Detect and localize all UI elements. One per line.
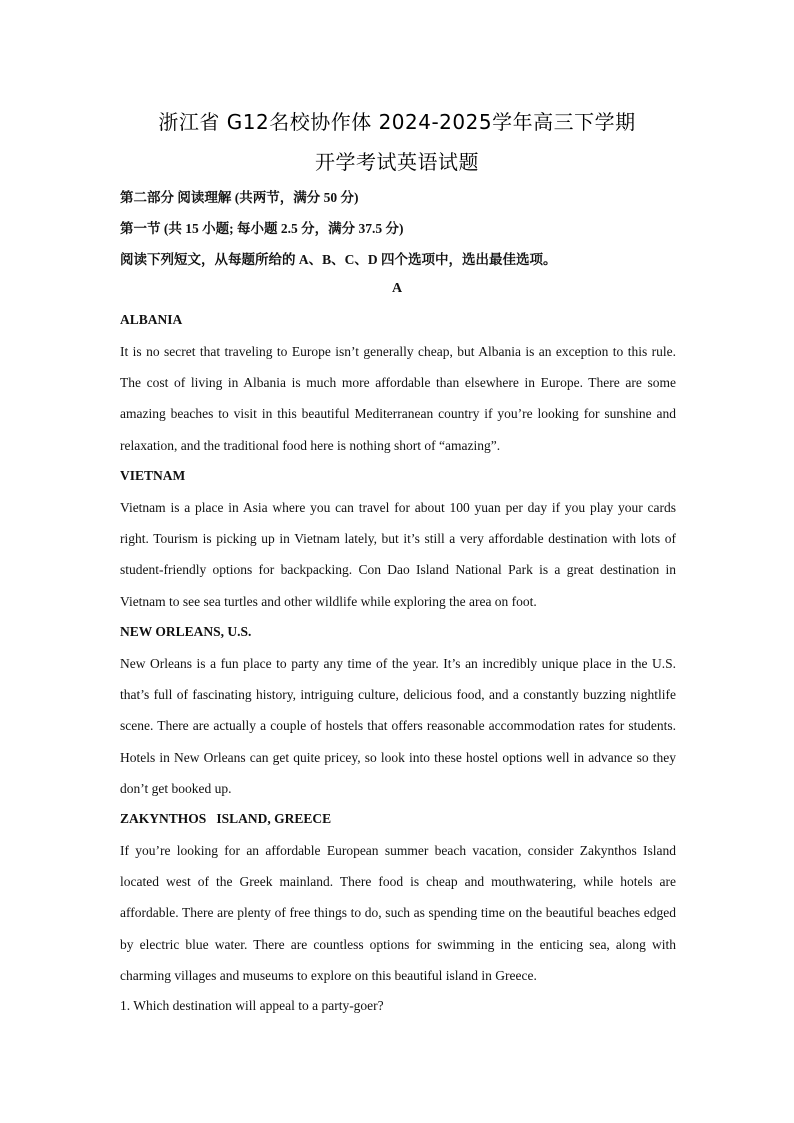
part-heading: 第二部分 阅读理解 (共两节，满分 50 分) (120, 190, 359, 205)
section-heading: 第一节 (共 15 小题; 每小题 2.5 分，满分 37.5 分) (120, 221, 404, 236)
passage-label: A (391, 281, 403, 296)
exam-title-line-1: 浙江省 G12名校协作体 2024-2025学年高三下学期 (158, 110, 636, 134)
destination-paragraph-vietnam: Vietnam is a place in Asia where you can travel for about 100 yuan per day if you play your cards right. Tourism is picking up in Vietnam lately, but it’s still a very affordable destination with lots of student-friendly options for backpacking. Con Dao Island National Park is a great destination in Vietnam to see sea turtles and other wildlife while exploring the area on foot. (120, 500, 676, 609)
destination-heading-albania: ALBANIA (120, 312, 183, 327)
question-1: 1. Which destination will appeal to a party-goer? (120, 998, 384, 1013)
destination-heading-vietnam: VIETNAM (120, 468, 186, 483)
destination-paragraph-albania: It is no secret that traveling to Europe isn’t generally cheap, but Albania is an exception to this rule. The cost of living in Albania is much more affordable than elsewhere in Europe. There are some amazing beaches to visit in this beautiful Mediterranean country if you’re looking for sunshine and relaxation, and the traditional food here is nothing short of “amazing”. (120, 344, 676, 453)
instructions: 阅读下列短文，从每题所给的 A、B、C、D 四个选项中，选出最佳选项。 (120, 252, 557, 267)
destination-heading-new-orleans: NEW ORLEANS, U.S. (120, 624, 252, 639)
exam-title-line-2: 开学考试英语试题 (315, 150, 479, 174)
destination-heading-zakynthos: ZAKYNTHOS ISLAND, GREECE (120, 811, 332, 826)
destination-paragraph-new-orleans: New Orleans is a fun place to party any time of the year. It’s an incredibly unique place in the U.S. that’s full of fascinating history, intriguing culture, delicious food, and a constantly buzzing nightlife scene. There are actually a couple of hostels that offers reasonable accommodation rates for students. Hotels in New Orleans can get quite pricey, so look into these hostel options well in advance so they don’t get booked up. (120, 656, 676, 796)
destination-paragraph-zakynthos: If you’re looking for an affordable European summer beach vacation, consider Zakynthos Island located west of the Greek mainland. There food is cheap and mouthwatering, while hotels are affordable. There are plenty of free things to do, such as spending time on the beautiful beaches edged by electric blue water. There are countless options for swimming in the enticing sea, along with charming villages and museums to explore on this beautiful island in Greece. (120, 843, 676, 983)
